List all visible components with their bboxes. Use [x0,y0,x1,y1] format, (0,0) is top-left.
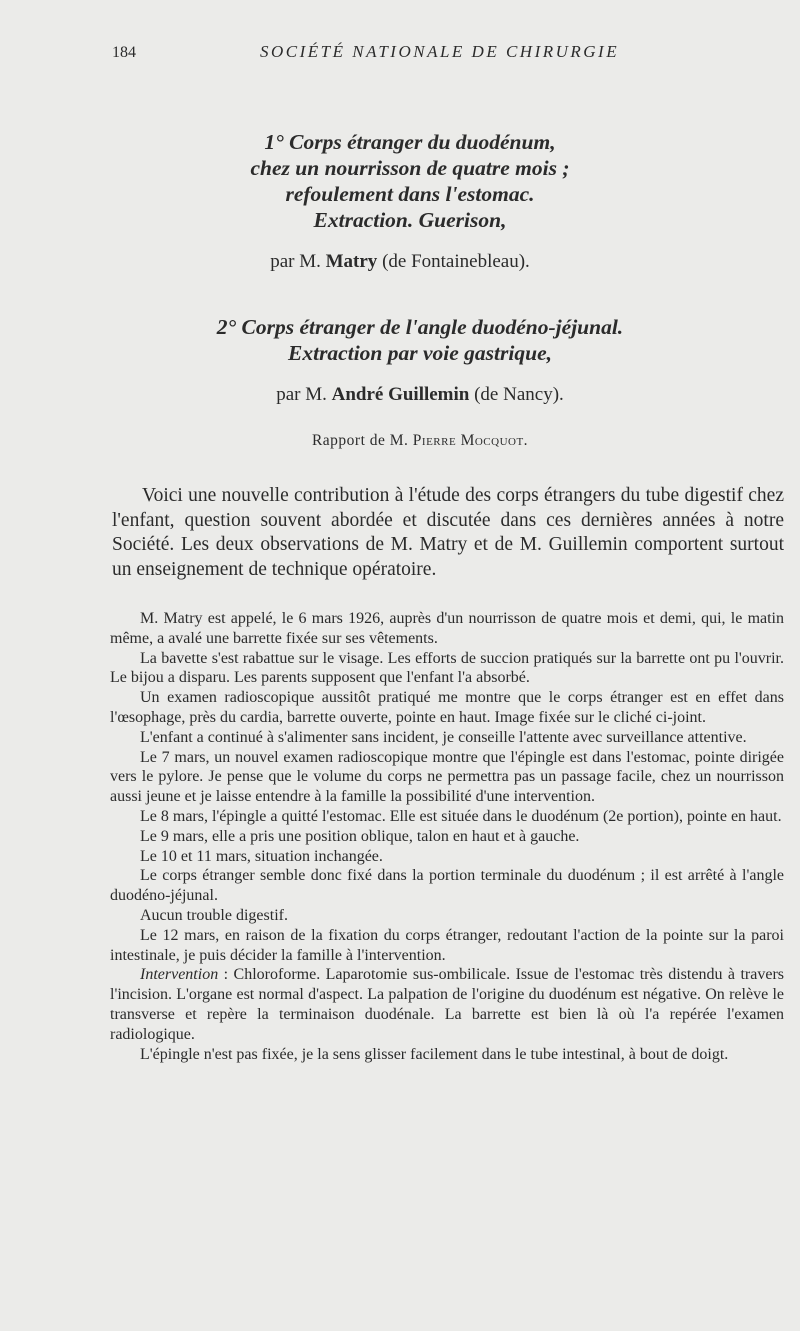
article1-title-line: 1° Corps étranger du duodénum, [264,130,556,154]
journal-title: SOCIÉTÉ NATIONALE DE CHIRURGIE [260,42,620,61]
byline-prefix: par M. [270,251,321,272]
observation-paragraph: Un examen radioscopique aussitôt pratiqué me montre que le corps étranger est en effet dans l'œsophage, près du cardia, barrette ouverte, pointe en haut. Image fixée sur le cliché ci-joint. [110,689,784,726]
observation-paragraph: Aucun trouble digestif. [140,906,288,924]
observation-paragraph: Le 9 mars, elle a pris une position oblique, talon en haut et à gauche. [140,827,580,845]
article1-byline [150,251,650,273]
article1-title-line: refoulement dans l'estomac. [285,182,535,206]
article2-byline [150,384,690,406]
article2-title-line: 2° Corps étranger de l'angle duodéno-jéjunal. [216,315,624,339]
observation-paragraph: Le corps étranger semble donc fixé dans la portion terminale du duodénum ; il est arrêté à l'angle duodéno-jéjunal. [110,867,784,905]
author-name: André Guillemin [331,384,470,405]
observation-paragraph: L'enfant a continué à s'alimenter sans incident, je conseille l'attente avec surveillance attentive. [140,728,747,746]
intervention-paragraph [110,965,784,1044]
author-name: Matry [325,251,378,272]
article1-title-line: Extraction. Guerison, [313,208,507,232]
observation-paragraph: Le 8 mars, l'épingle a quitté l'estomac. Elle est située dans le duodénum (2e portion), pointe en haut. [140,807,782,825]
observation-paragraph: Le 7 mars, un nouvel examen radioscopique montre que l'épingle est dans l'estomac, pointe dirigée vers le pylore. Je pense que le volume du corps ne permettra pas un passage facile, chez un nourrisson aussi jeune et je laisse entendre à la famille la possibilité d'une intervention. [110,748,784,806]
intervention-label: Intervention [140,966,219,984]
running-head [112,42,752,66]
article2-title-line: Extraction par voie gastrique, [288,341,552,365]
observation-paragraph: La bavette s'est rabattue sur le visage. Les efforts de succion pratiqués sur la barrette ont pu l'ouvrir. Le bijou a disparu. Les parents supposent que l'enfant l'a absorbé. [110,649,784,687]
observation-paragraph: Le 10 et 11 mars, situation inchangée. [140,847,383,865]
report-prefix: Rapport de M. [311,432,409,449]
intro-section [112,484,784,582]
article2-title [150,314,690,366]
page-number: 184 [112,44,136,61]
author-location: (de Fontainebleau). [382,251,530,272]
article1-title-line: chez un nourrisson de quatre mois ; [250,156,570,180]
report-line [150,432,690,450]
observation-paragraph: Le 12 mars, en raison de la fixation du corps étranger, redoutant l'action de la pointe sur la paroi intestinale, je puis décider la famille à l'intervention. [110,926,784,964]
article1-title [150,129,670,233]
author-location: (de Nancy). [474,384,564,405]
observation-paragraph: M. Matry est appelé, le 6 mars 1926, auprès d'un nourrisson de quatre mois et demi, qui, le matin même, a avalé une barrette fixée sur ses vêtements. [110,610,784,647]
byline-prefix: par M. [276,384,327,405]
intervention-text: : Chloroforme. Laparotomie sus-ombilicale. Issue de l'estomac très distendu à travers l'incision. L'organe est normal d'aspect. La palpation de l'origine du duodénum est négative. On relève le transverse et repère la terminaison duodénale. La barrette est bien là où l'a repérée l'examen radiologique. [110,966,784,1043]
observation-section [110,609,784,1064]
report-author: Pierre Mocquot. [412,432,529,449]
intro-paragraph: Voici une nouvelle contribution à l'étude des corps étrangers du tube digestif chez l'enfant, question souvent abordée et discutée dans ces dernières années à notre Société. Les deux observations de M. Matry et de M. Guillemin comportent surtout un enseignement de technique opératoire. [112,485,784,580]
observation-paragraph: L'épingle n'est pas fixée, je la sens glisser facilement dans le tube intestinal, à bout de doigt. [140,1045,729,1063]
